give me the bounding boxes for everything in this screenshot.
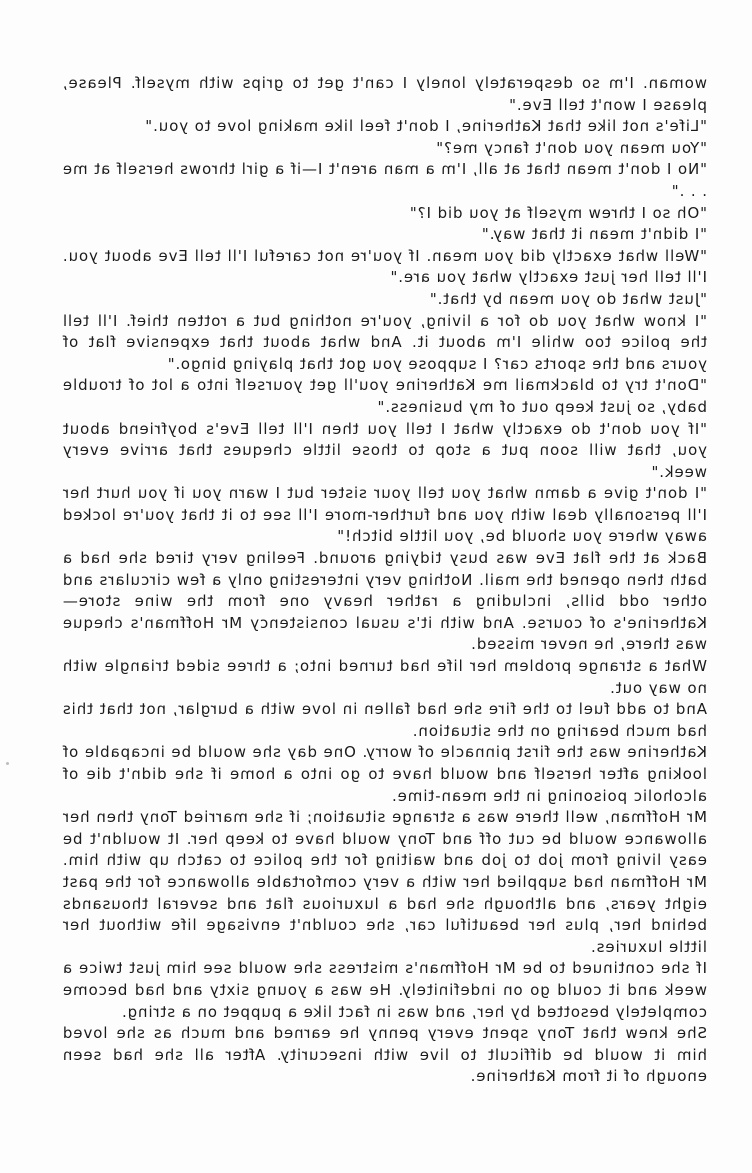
paragraph: "Don't try to blackmail me Katherine you'll get yourself into a lot of trouble baby, so just keep out of my business." — [62, 376, 707, 416]
paragraph: "You mean you don't fancy me?" — [435, 138, 707, 157]
paragraph: "Just what do you mean by that." — [428, 289, 707, 308]
paragraph: "Life's not like that Katherine, I don't feel like making love to you." — [144, 117, 707, 136]
paragraph: "Oh so I threw myself at you did I?" — [408, 203, 707, 222]
mirrored-text-block — [62, 73, 707, 1088]
paragraph: "I don't give a damn what you tell your sister but I warn you if you hurt her I'll personally deal with you and further-more I'll see to it that you're locked away where you should be, you little bitch!" — [62, 484, 707, 546]
paragraph: And to add fuel to the fire she had fallen in love with a burglar, not that this had much bearing on the situation. — [62, 700, 707, 740]
paragraph: If she continued to be Mr Hoffman's mistress she would see him just twice a week and it could go on indefinitely. He was a young sixty and had become completely besotted by her, and was in fact like a puppet on a string. — [62, 959, 707, 1021]
paragraph: "If you don't do exactly what I tell you then I'll tell Eve's boyfriend about you, that will soon put a stop to those little cheques that arrive every week." — [62, 419, 707, 481]
paragraph: Back at the flat Eve was busy tidying around. Feeling very tired she had a bath then opened the mail. Nothing very interesting only a few circulars and other odd bills, including a rather heavy one from the wine store—Katherine's of course. And with it's usual consistency Mr Hoffman's cheque was there, he never missed. — [62, 549, 707, 654]
paragraph: "No I don't mean that at all, I'm a man aren't I—if a girl throws herself at me . . ." — [62, 160, 707, 200]
paragraph: What a strange problem her life had turned into; a three sided triangle with no way out. — [62, 657, 707, 697]
paragraph: Katherine was the first pinnacle of worry. One day she would be incapable of looking after herself and would have to go into a home if she didn't die of alcoholic poisoning in the mean-time. — [62, 743, 707, 805]
paragraph: She knew that Tony spent every penny he earned and much as she loved him it would be difficult to live with insecurity. After all she had seen enough of it from Katherine. — [62, 1024, 707, 1086]
paragraph: "Well what exactly did you mean. If you're not careful I'll tell Eve about you. I'll tell her just exactly what you are." — [62, 246, 707, 287]
paragraph: "I know what you do for a living, you're nothing but a rotten thief. I'll tell the police too while I'm about it. And what about that expensive flat of yours and the sports car? I suppose you got that playing bingo." — [62, 311, 707, 373]
paragraph: "I didn't mean it that way." — [480, 225, 707, 244]
paragraph: Mr Hoffman, well there was a strange situation; if she married Tony then her allowance would be cut off and Tony would have to keep her. It wouldn't be easy living from job to job and waiting for the police to catch up with him. Mr Hoffman had supplied her with a very comfortable allowance for the past eight years, and although she had a luxurious flat and several thousands behind her, plus her beautiful car, she couldn't envisage life without her little luxuries. — [62, 808, 707, 956]
paper-speck — [6, 762, 9, 765]
paragraph: woman. I'm so desperately lonely I can't get to grips with myself. Please, please I won't tell Eve." — [62, 74, 707, 114]
